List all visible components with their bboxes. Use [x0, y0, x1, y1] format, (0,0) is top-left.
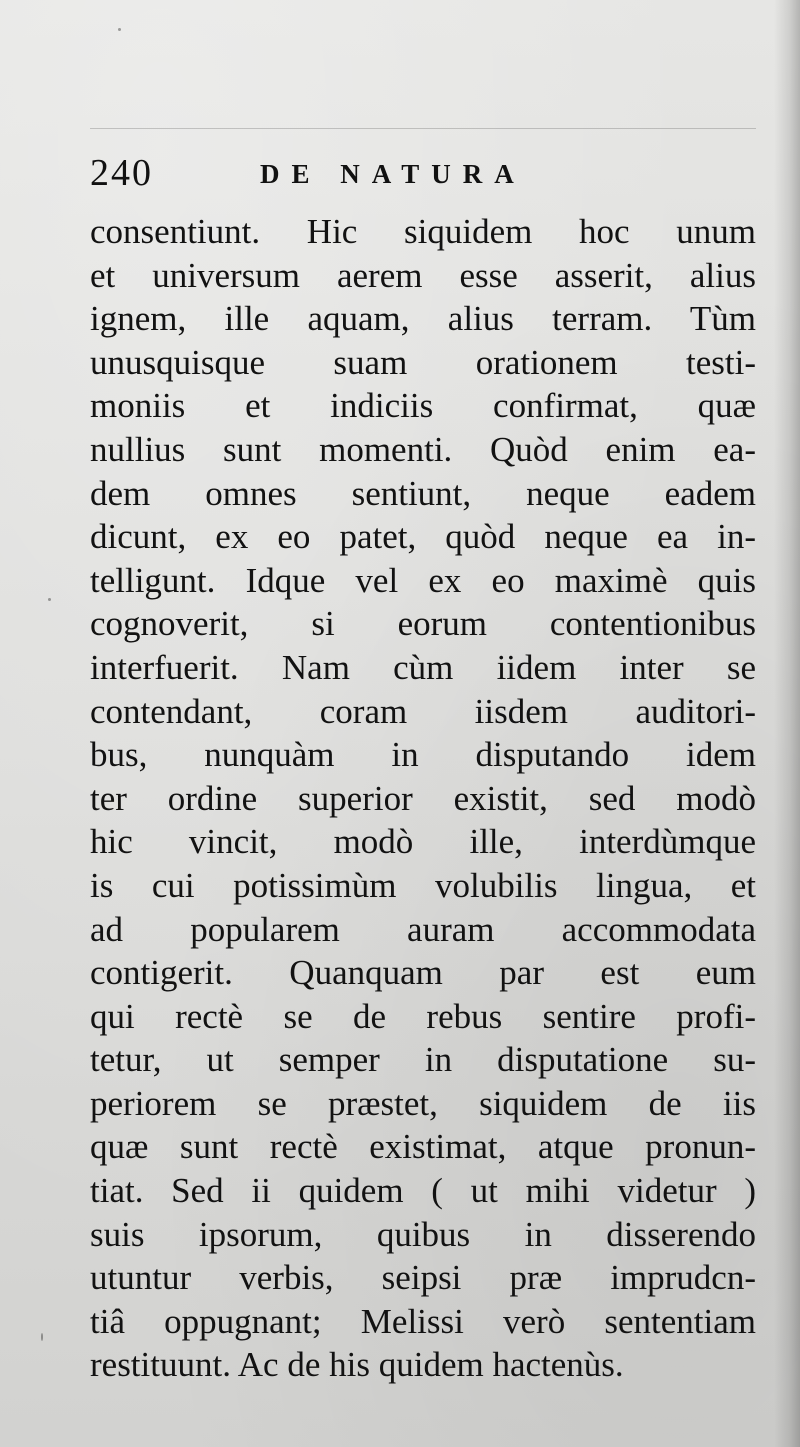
body-text: [90, 210, 756, 1387]
text-line: ignem, ille aquam, alius terram. Tùm: [90, 299, 756, 339]
running-title: DE NATURA: [260, 159, 526, 189]
text-line: dem omnes sentiunt, neque eadem: [90, 473, 756, 513]
text-line: contendant, coram iisdem auditori-: [90, 691, 756, 731]
text-line: tetur, ut semper in disputatione su-: [90, 1040, 756, 1080]
page-header: [90, 148, 760, 198]
text-line: nullius sunt momenti. Quòd enim ea-: [90, 429, 756, 469]
text-line: hic vincit, modò ille, interdùmque: [90, 822, 756, 862]
page-number: 240: [90, 152, 153, 194]
text-line: restituunt. Ac de his quidem hactenùs.: [90, 1345, 624, 1385]
text-line: consentiunt. Hic siquidem hoc unum: [90, 212, 756, 251]
text-line: ter ordine superior existit, sed modò: [90, 778, 756, 818]
text-line: tiat. Sed ii quidem ( ut mihi videtur ): [90, 1171, 756, 1211]
paper-speck: [41, 1333, 43, 1341]
text-line: periorem se præstet, siquidem de iis: [90, 1083, 756, 1123]
text-line: cognoverit, si eorum contentionibus: [90, 604, 756, 644]
text-line: unusquisque suam orationem testi-: [90, 342, 756, 382]
text-line: moniis et indiciis confirmat, quæ: [90, 386, 756, 426]
text-line: telligunt. Idque vel ex eo maximè quis: [90, 560, 756, 600]
text-line: contigerit. Quanquam par est eum: [90, 953, 756, 993]
paper-speck: [118, 28, 121, 31]
text-line: bus, nunquàm in disputando idem: [90, 735, 756, 775]
text-line: dicunt, ex eo patet, quòd neque ea in-: [90, 517, 756, 557]
text-line: et universum aerem esse asserit, alius: [90, 255, 756, 295]
faint-top-rule: [90, 128, 756, 129]
text-line: ad popularem auram accommodata: [90, 909, 756, 949]
text-line: suis ipsorum, quibus in disserendo: [90, 1214, 756, 1254]
text-line: interfuerit. Nam cùm iidem inter se: [90, 647, 756, 687]
page-edge-shadow: [774, 0, 800, 1447]
text-line: qui rectè se de rebus sentire profi-: [90, 996, 756, 1036]
text-line: tiâ oppugnant; Melissi verò sententiam: [90, 1301, 756, 1341]
text-line: utuntur verbis, seipsi præ imprudcn-: [90, 1258, 756, 1298]
text-line: quæ sunt rectè existimat, atque pronun-: [90, 1127, 756, 1167]
paper-speck: [48, 598, 51, 601]
text-line: is cui potissimùm volubilis lingua, et: [90, 865, 756, 905]
